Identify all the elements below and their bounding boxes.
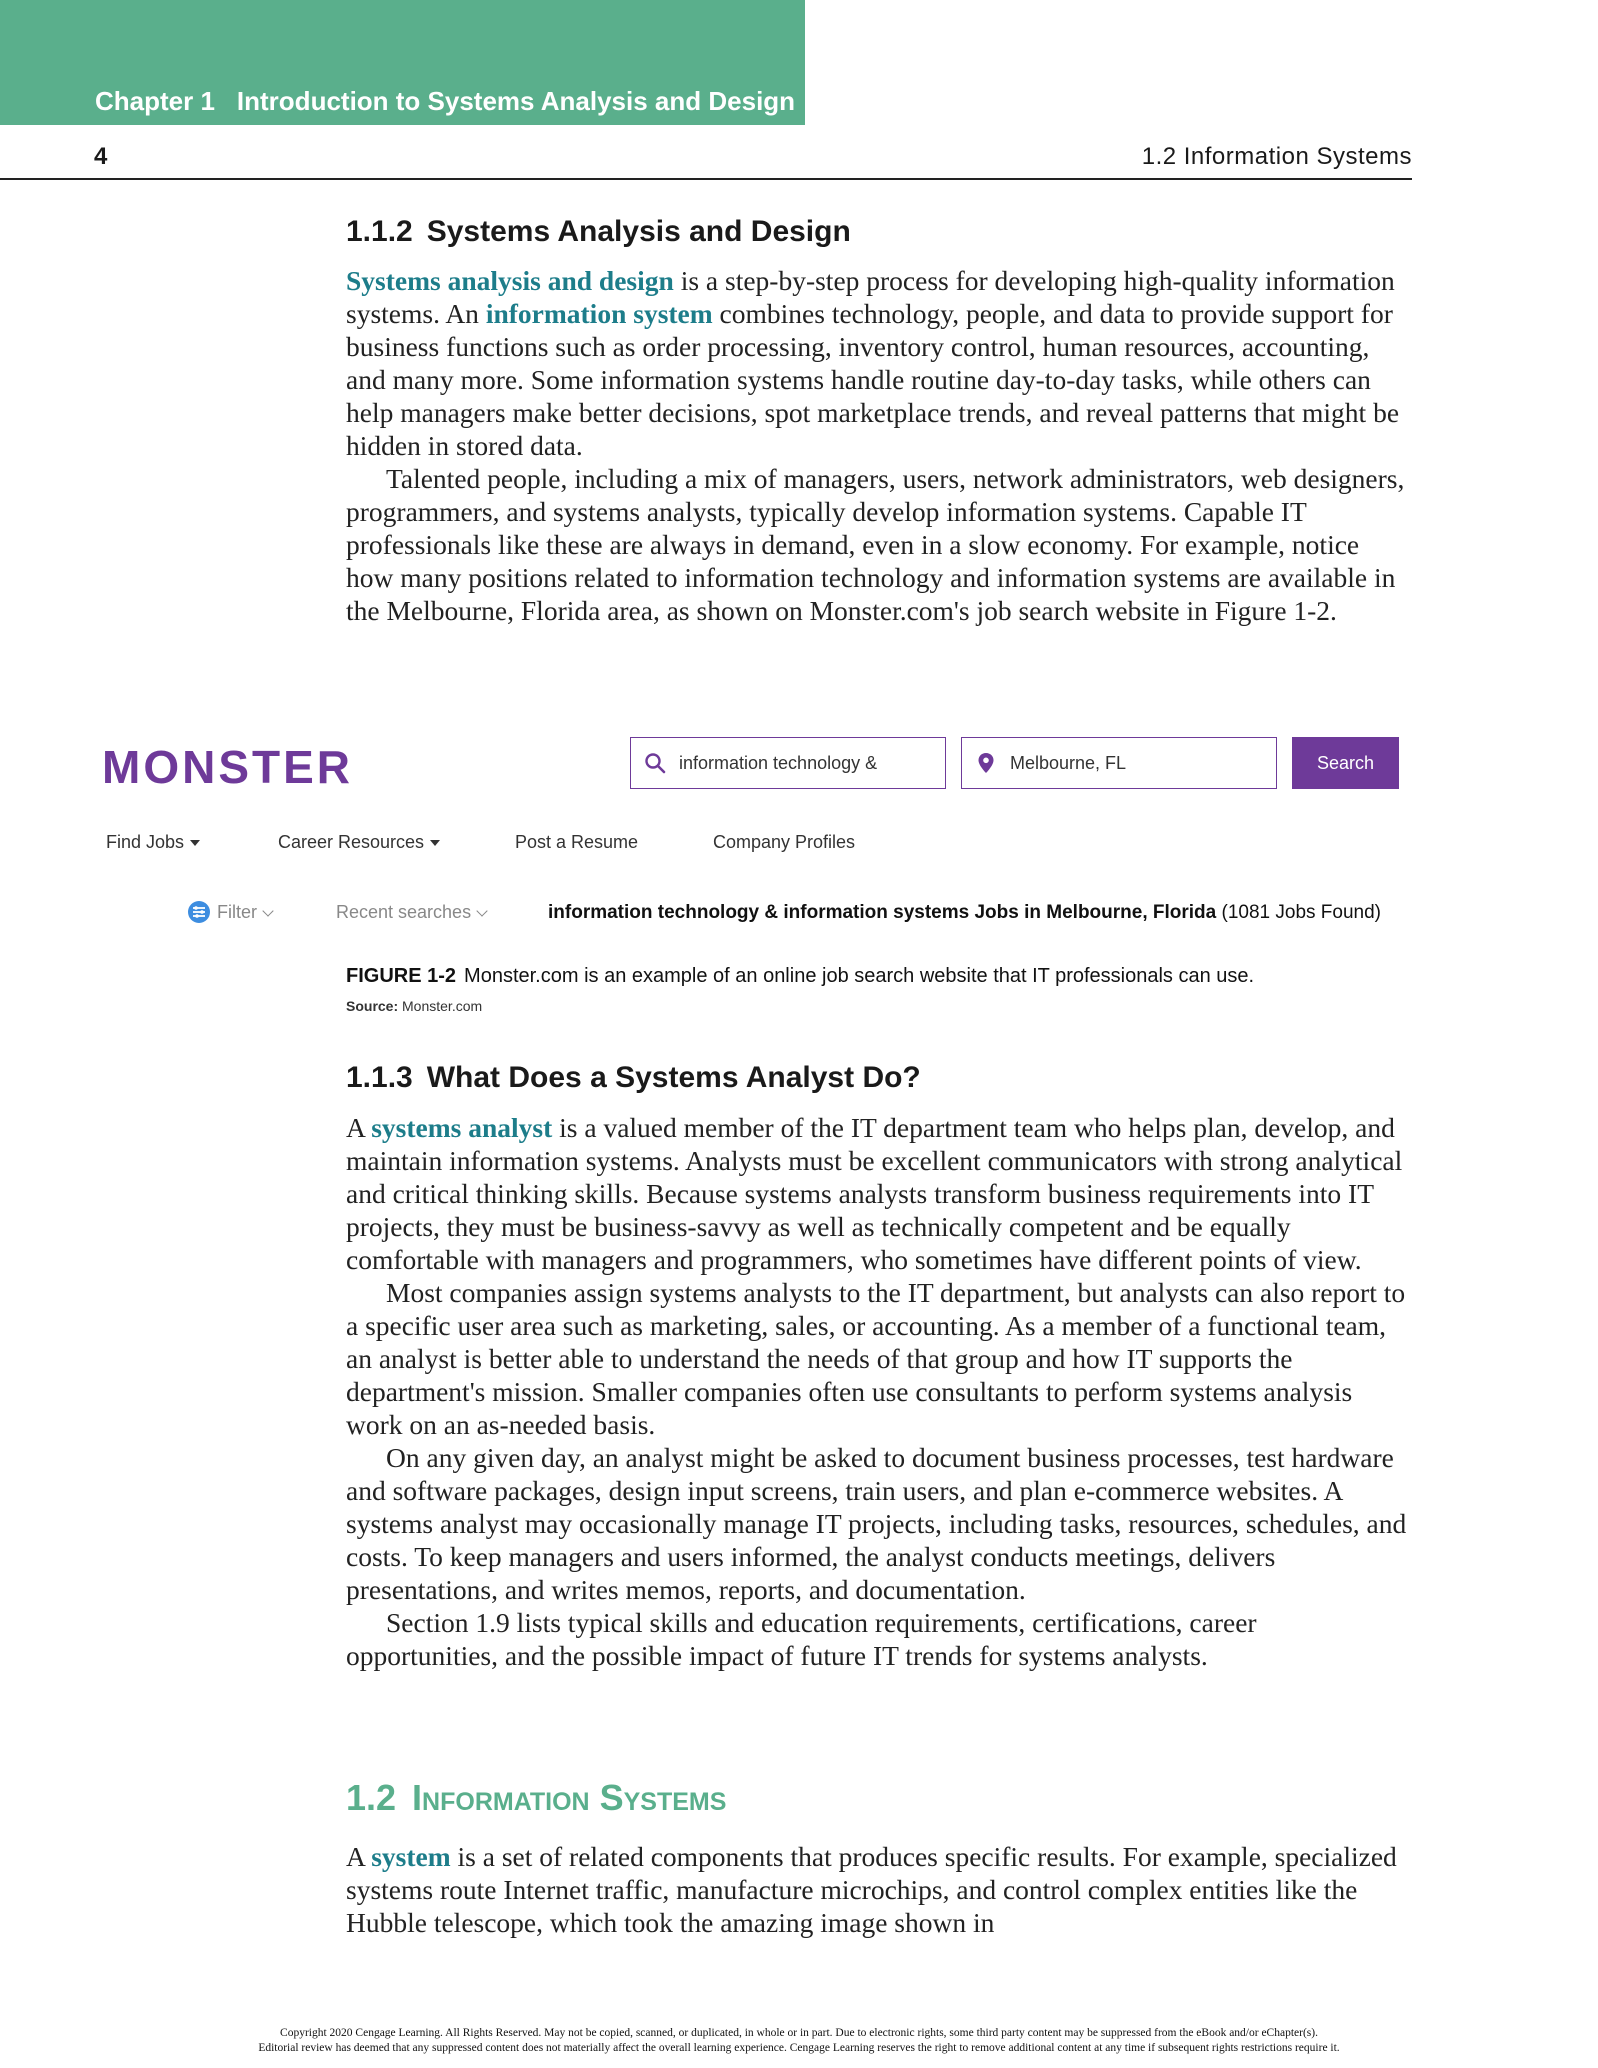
caret-down-icon <box>430 840 440 846</box>
nav-post-resume[interactable]: Post a Resume <box>515 832 639 852</box>
running-head: 1.2 Information Systems <box>1141 143 1412 170</box>
location-pin-icon <box>974 751 998 775</box>
key-term: systems analyst <box>371 1112 553 1143</box>
footer-line: Copyright 2020 Cengage Learning. All Rights Reserved. May not be copied, scanned, or duplicated, in whole or in part. Due to electronic rights, some third party content may be suppressed from the eBook and/or eChapter(s). <box>280 2027 1318 2039</box>
paragraph: A systems analyst is a valued member of the IT department team who helps plan, develop, and maintain information systems. Analysts must be excellent communicators with strong analytical and critical thinking skills. Because systems analysts transform business requirements into IT projects, they must be business-savvy as well as technically competent and be equally comfortable with managers and programmers, who sometimes have different points of view. <box>346 1112 1403 1275</box>
filter-icon[interactable] <box>187 900 211 924</box>
paragraph: Section 1.9 lists typical skills and education requirements, certifications, career opportunities, and the possible impact of future IT trends for systems analysts. <box>346 1607 1257 1671</box>
chapter-title: Introduction to Systems Analysis and Design <box>236 86 796 116</box>
caret-down-icon <box>190 840 200 846</box>
location-input[interactable] <box>961 737 1277 789</box>
chapter-label: Chapter 1 Introduction to Systems Analysis and Design <box>95 86 796 116</box>
search-button[interactable]: Search <box>1292 737 1399 789</box>
section-112-body <box>346 264 1412 627</box>
paragraph: On any given day, an analyst might be asked to document business processes, test hardware and software packages, design input screens, train users, and plan e-commerce websites. A systems analyst may occasionally manage IT projects, including tasks, resources, schedules, and costs. To keep managers and users informed, the analyst conducts meetings, delivers presentations, and writes memos, reports, and documentation. <box>346 1442 1407 1605</box>
location-value: Melbourne, FL <box>1010 753 1127 773</box>
chevron-down-icon <box>262 905 273 916</box>
nav-find-jobs[interactable]: Find Jobs <box>106 832 200 853</box>
key-term: information system <box>485 298 713 329</box>
section-heading-12: 1.2 Information Systems <box>346 1777 727 1818</box>
key-term: system <box>371 1841 451 1872</box>
nav-career-resources[interactable]: Career Resources <box>278 832 440 853</box>
section-113-body <box>346 1111 1412 1672</box>
paragraph: Talented people, including a mix of managers, users, network administrators, web designers, programmers, and systems analysts, typically develop information systems. Capable IT professionals like these are always in demand, even in a slow economy. For example, notice how many positions related to information technology and information systems are available in the Melbourne, Florida area, as shown on Monster.com's job search website in Figure 1-2. <box>346 463 1405 626</box>
filter-bar <box>0 889 1598 937</box>
figure-source: Source: Monster.com <box>346 998 483 1014</box>
filter-button[interactable]: Filter <box>217 902 272 923</box>
monster-logo[interactable]: MONSTER <box>102 741 353 793</box>
paragraph: A system is a set of related components that produces specific results. For example, specialized systems route Internet traffic, manufacture microchips, and control complex entities like the Hubble telescope, which took the amazing image shown in <box>346 1841 1397 1938</box>
figure-caption: FIGURE 1-2 Monster.com is an example of an online job search website that IT professionals can use. <box>346 965 1255 987</box>
search-icon <box>643 751 667 775</box>
page-number: 4 <box>94 143 108 170</box>
results-summary: information technology & information systems Jobs in Melbourne, Florida (1081 Jobs Found) <box>548 902 1381 923</box>
paragraph: Systems analysis and design is a step-by-step process for developing high-quality information systems. An information system combines technology, people, and data to provide support for business functions such as order processing, inventory control, human resources, accounting, and many more. Some information systems handle routine day-to-day tasks, while others can help managers make better decisions, spot marketplace trends, and reveal patterns that might be hidden in stored data. <box>346 265 1400 461</box>
footer-line: Editorial review has deemed that any suppressed content does not materially affect the overall learning experience. Cengage Learning reserves the right to remove additional content at any time if subsequent rights restrictions require it. <box>258 2042 1340 2054</box>
paragraph: Most companies assign systems analysts to the IT department, but analysts can also report to a specific user area such as marketing, sales, or accounting. As a member of a functional team, an analyst is better able to understand the needs of that group and how IT supports the department's mission. Smaller companies often use consultants to perform systems analysis work on an as-needed basis. <box>346 1277 1406 1440</box>
section-12-body <box>346 1840 1412 1939</box>
section-heading-112: 1.1.2 Systems Analysis and Design <box>346 215 851 248</box>
recent-searches-button[interactable]: Recent searches <box>336 902 486 923</box>
header-divider <box>0 178 1412 180</box>
copyright-footer <box>0 2026 1598 2056</box>
nav-company-profiles[interactable]: Company Profiles <box>713 832 856 852</box>
search-input[interactable] <box>630 737 946 789</box>
section-heading-113: 1.1.3 What Does a Systems Analyst Do? <box>346 1061 921 1094</box>
chapter-banner <box>0 0 805 125</box>
key-term: Systems analysis and design <box>346 265 674 296</box>
chevron-down-icon <box>476 905 487 916</box>
search-value: information technology & <box>679 753 878 773</box>
figure-monster-screenshot <box>0 715 1598 975</box>
